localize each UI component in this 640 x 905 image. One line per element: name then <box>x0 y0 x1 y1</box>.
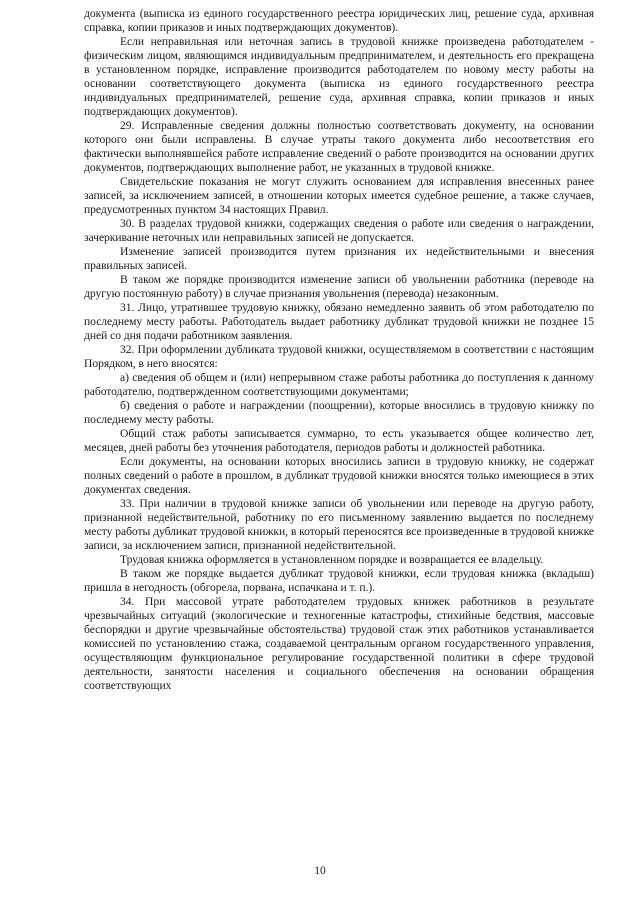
paragraph-returned-to-owner: Трудовая книжка оформляется в установленном порядке и возвращается ее владельцу. <box>120 553 544 566</box>
paragraph-item-32-b: б) сведения о работе и награждении (поощрении), которые вносились в трудовую книжку по последнему месту работы. <box>84 399 594 426</box>
paragraph-item-32: 32. При оформлении дубликата трудовой книжки, осуществляемом в соответствии с настоящим Порядком, в него вносятся: <box>84 343 594 370</box>
paragraph-item-29: 29. Исправленные сведения должны полностью соответствовать документу, на основании которого они были исправлены. В случае утраты такого документа либо несоответствия его фактически выполнявшейся работе исправление сведений о работе производится на основании других документов, подтверждающих выполнение работ, не указанных в трудовой книжке. <box>84 119 594 174</box>
paragraph-item-30: 30. В разделах трудовой книжки, содержащих сведения о работе или сведения о награждении, зачеркивание неточных или неправильных записей не допускается. <box>84 217 594 244</box>
paragraph-total-experience: Общий стаж работы записывается суммарно, то есть указывается общее количество лет, месяцев, дней работы без уточнения работодателя, периодов работы и должностей работника. <box>84 427 594 454</box>
paragraph-incomplete-documents: Если документы, на основании которых вносились записи в трудовую книжку, не содержат полных сведений о работе в прошлом, в дубликат трудовой книжки вносятся только имеющиеся в этих документах сведения. <box>84 455 594 496</box>
paragraph-change-records: Изменение записей производится путем признания их недействительными и внесения правильных записей. <box>84 245 594 272</box>
paragraph-damaged-book: В таком же порядке выдается дубликат трудовой книжки, если трудовая книжка (вкладыш) пришла в негодность (обгорела, порвана, испачкана и т. п.). <box>84 567 594 594</box>
paragraph-continuation: документа (выписка из единого государственного реестра юридических лиц, решение суда, архивная справка, копии приказов и иных подтверждающих документов). <box>84 7 594 34</box>
paragraph-item-33: 33. При наличии в трудовой книжке записи об увольнении или переводе на другую работу, признанной недействительной, работнику по его письменному заявлению выдается по последнему месту работы дубликат трудовой книжки, в который переносятся все произведенные в трудовой книжке записи, за исключением записи, признанной недействительной. <box>84 497 594 552</box>
paragraph-item-31: 31. Лицо, утратившее трудовую книжку, обязано немедленно заявить об этом работодателю по последнему месту работы. Работодатель выдает работнику дубликат трудовой книжки не позднее 15 дней со дня подачи работником заявления. <box>84 301 594 342</box>
page-number: 10 <box>314 865 326 877</box>
paragraph-dismissal-change: В таком же порядке производится изменение записи об увольнении работника (переводе на другую постоянную работу) в случае признания увольнения (перевода) незаконным. <box>84 273 594 300</box>
paragraph-ip-incorrect-entry: Если неправильная или неточная запись в трудовой книжке произведена работодателем - физическим лицом, являющимся индивидуальным предпринимателем, и деятельность его прекращена в установленном порядке, исправление производится работодателем по новому месту работы на основании соответствующего документа (выписка из единого государственного реестра индивидуальных предпринимателей, решение суда, архивная справка, копии приказов и иных подтверждающих документов). <box>84 35 594 118</box>
paragraph-witness-testimony: Свидетельские показания не могут служить основанием для исправления внесенных ранее записей, за исключением записей, в отношении которых имеется судебное решение, а также случаев, предусмотренных пунктом 34 настоящих Правил. <box>84 175 594 216</box>
paragraph-item-34: 34. При массовой утрате работодателем трудовых книжек работников в результате чрезвычайных ситуаций (экологические и техногенные катастрофы, стихийные бедствия, массовые беспорядки и другие чрезвычайные обстоятельства) трудовой стаж этих работников устанавливается комиссией по установлению стажа, создаваемой центральным органом государственного управления, осуществляющим функциональное регулирование государственной политики в сфере трудовой деятельности, занятости населения и социального обеспечения на основании обращения соответствующих <box>84 595 594 692</box>
paragraph-item-32-a: а) сведения об общем и (или) непрерывном стаже работы работника до поступления к данному работодателю, подтвержденном соответствующими документами; <box>84 371 594 398</box>
